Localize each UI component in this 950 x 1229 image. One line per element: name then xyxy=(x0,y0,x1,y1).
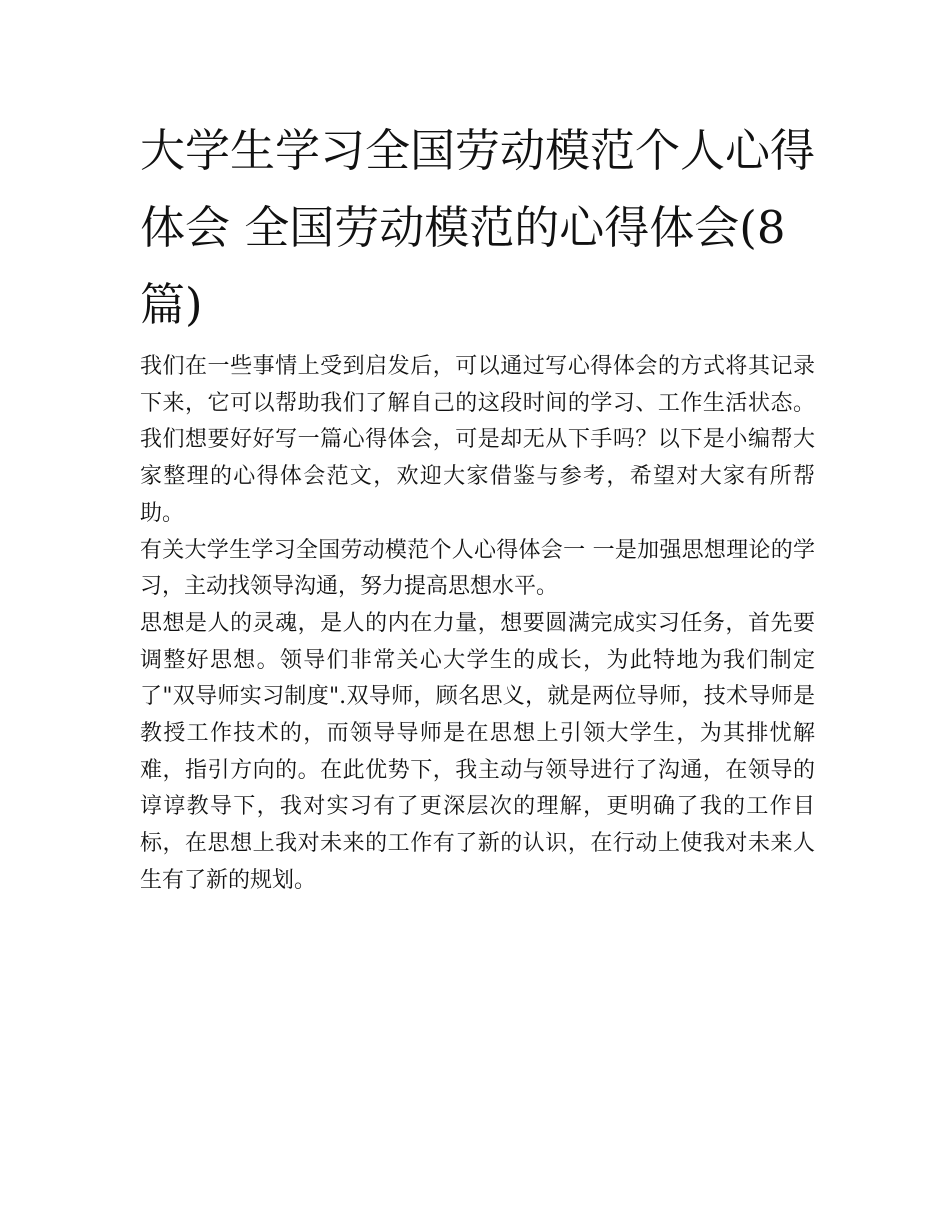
paragraph-section-one-body: 思想是人的灵魂，是人的内在力量，想要圆满完成实习任务，首先要调整好思想。领导们非常关心大学生的成长，为此特地为我们制定了"双导师实习制度".双导师，顾名思义，就是两位导师，技术导师是教授工作技术的，而领导导师是在思想上引领大学生，为其排忧解难，指引方向的。在此优势下，我主动与领导进行了沟通，在领导的谆谆教导下，我对实习有了更深层次的理解，更明确了我的工作目标，在思想上我对未来的工作有了新的认识，在行动上使我对未来人生有了新的规划。 xyxy=(140,610,815,893)
paragraph-intro: 我们在一些事情上受到启发后，可以通过写心得体会的方式将其记录下来，它可以帮助我们了解自己的这段时间的学习、工作生活状态。我们想要好好写一篇心得体会，可是却无从下手吗？以下是小编帮大家整理的心得体会范文，欢迎大家借鉴与参考，希望对大家有所帮助。 xyxy=(140,354,815,526)
paragraph-section-one-heading: 有关大学生学习全国劳动模范个人心得体会一 一是加强思想理论的学习，主动找领导沟通，努力提高思想水平。 xyxy=(140,537,815,600)
document-body xyxy=(140,349,815,900)
document-title: 大学生学习全国劳动模范个人心得体会 全国劳动模范的心得体会(8篇) xyxy=(140,124,816,331)
document-page xyxy=(140,112,815,900)
